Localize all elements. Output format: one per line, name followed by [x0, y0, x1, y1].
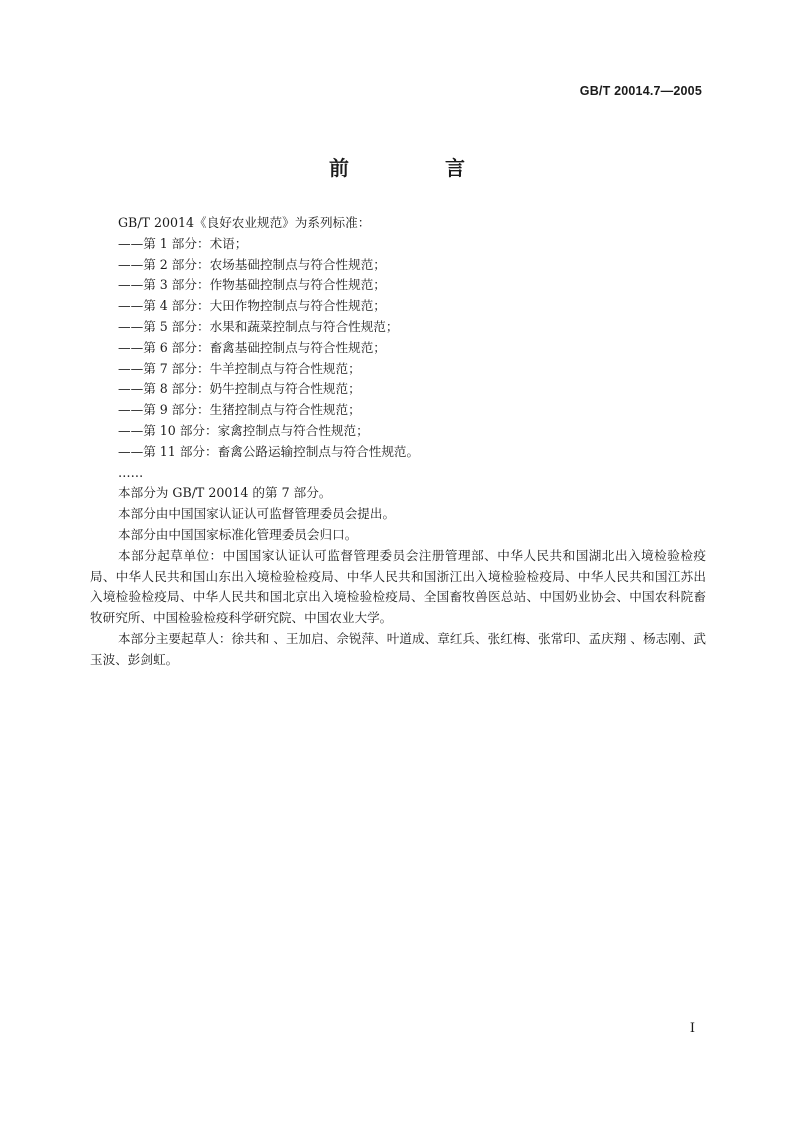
part-item: ——第 1 部分：术语；: [118, 235, 248, 251]
statement-line: 本部分为 GB/T 20014 的第 7 部分。: [118, 485, 332, 501]
page-title: 前 言: [329, 156, 503, 180]
part-item: ——第 4 部分：大田作物控制点与符合性规范；: [118, 298, 386, 314]
ellipsis-line: ……: [118, 464, 144, 480]
part-item: ——第 6 部分：畜禽基础控制点与符合性规范；: [118, 339, 386, 355]
part-item: ——第 2 部分：农场基础控制点与符合性规范；: [118, 256, 386, 272]
part-item: ——第 11 部分：畜禽公路运输控制点与符合性规范。: [118, 443, 420, 459]
intro-line: GB/T 20014《良好农业规范》为系列标准：: [118, 215, 371, 230]
drafting-units-paragraph: 本部分起草单位：中国国家认证认可监督管理委员会注册管理部、中华人民共和国湖北出入境检验检疫局、中华人民共和国山东出入境检验检疫局、中华人民共和国浙江出入境检验检疫局、中华人民共和国江苏出入境检验检疫局、中华人民共和国北京出入境检验检疫局、全国畜牧兽医总站、中国奶业协会、中国农科院畜牧研究所、中国检验检疫科学研究院、中国农业大学。: [90, 547, 706, 626]
drafters-paragraph: 本部分主要起草人：徐共和 、王加启、佘锐萍、叶道成、章红兵、张红梅、张常印、孟庆翔 、杨志刚、武玉波、彭剑虹。: [90, 630, 706, 667]
part-item: ——第 5 部分：水果和蔬菜控制点与符合性规范；: [118, 318, 399, 334]
part-item: ——第 10 部分：家禽控制点与符合性规范；: [118, 422, 369, 438]
part-item: ——第 7 部分：牛羊控制点与符合性规范；: [118, 360, 361, 376]
standard-code: GB/T 20014.7—2005: [579, 84, 702, 98]
statement-line: 本部分由中国国家标准化管理委员会归口。: [118, 526, 358, 542]
statement-line: 本部分由中国国家认证认可监督管理委员会提出。: [118, 506, 396, 522]
part-item: ——第 8 部分：奶牛控制点与符合性规范；: [118, 381, 361, 397]
part-item: ——第 3 部分：作物基础控制点与符合性规范；: [118, 277, 386, 293]
part-item: ——第 9 部分：生猪控制点与符合性规范；: [118, 402, 361, 418]
page-number: I: [689, 1021, 695, 1036]
foreword-body: [90, 213, 706, 671]
